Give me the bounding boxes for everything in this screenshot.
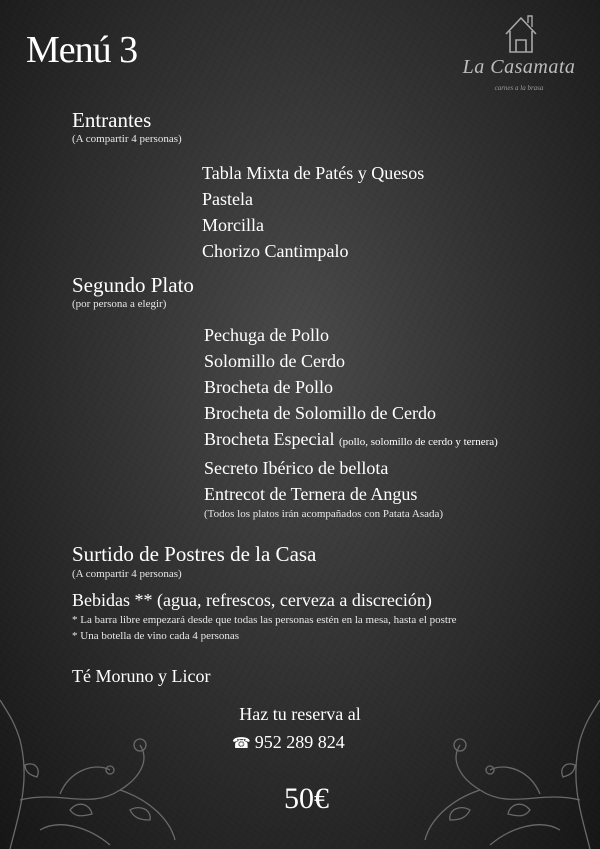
list-item: Secreto Ibérico de bellota bbox=[204, 458, 389, 478]
list-item: Brocheta Especial (pollo, solomillo de cerdo y ternera) bbox=[204, 429, 498, 449]
list-item: Solomillo de Cerdo bbox=[204, 351, 345, 371]
logo-tagline: carnes a la brasa bbox=[494, 84, 544, 92]
entrantes-heading: Entrantes bbox=[72, 108, 152, 132]
vine-ornament-right-icon bbox=[410, 690, 600, 849]
list-item: Chorizo Cantimpalo bbox=[202, 241, 349, 261]
list-item: Brocheta de Pollo bbox=[204, 377, 333, 397]
item-detail: (pollo, solomillo de cerdo y ternera) bbox=[338, 436, 498, 448]
reserve-phone[interactable] bbox=[232, 732, 345, 753]
telephone-icon: ☎ bbox=[232, 736, 251, 752]
segundo-heading: Segundo Plato bbox=[72, 273, 194, 297]
list-item: Pastela bbox=[202, 189, 253, 209]
brand-logo bbox=[452, 12, 586, 102]
bebidas-heading: Bebidas ** (agua, refrescos, cerveza a discreción) bbox=[72, 590, 432, 610]
phone-number: 952 289 824 bbox=[254, 732, 345, 752]
entrantes-note: (A compartir 4 personas) bbox=[72, 133, 182, 145]
segundo-list bbox=[204, 322, 498, 507]
list-item: Pechuga de Pollo bbox=[204, 325, 329, 345]
house-logo-icon bbox=[504, 12, 538, 54]
bebidas-note-1: * La barra libre empezará desde que todas las personas estén en la mesa, hasta el postre bbox=[72, 614, 457, 626]
vine-ornament-left-icon bbox=[0, 690, 190, 849]
logo-name: La Casamata bbox=[462, 56, 576, 78]
entrantes-list bbox=[202, 160, 424, 264]
reserve-label: Haz tu reserva al bbox=[239, 704, 361, 724]
segundo-footnote: (Todos los platos irán acompañados con Patata Asada) bbox=[204, 508, 444, 520]
list-item: Tabla Mixta de Patés y Quesos bbox=[202, 163, 425, 183]
bebidas-note-2: * Una botella de vino cada 4 personas bbox=[72, 630, 240, 642]
segundo-note: (por persona a elegir) bbox=[72, 298, 167, 310]
postres-note: (A compartir 4 personas) bbox=[72, 568, 182, 580]
list-item: Brocheta de Solomillo de Cerdo bbox=[204, 403, 436, 423]
menu-price: 50€ bbox=[284, 782, 329, 815]
list-item: Entrecot de Ternera de Angus bbox=[204, 484, 418, 504]
page-title: Menú 3 bbox=[26, 29, 138, 71]
list-item: Morcilla bbox=[202, 215, 264, 235]
te-moruno: Té Moruno y Licor bbox=[72, 666, 211, 686]
postres-heading: Surtido de Postres de la Casa bbox=[72, 542, 317, 566]
